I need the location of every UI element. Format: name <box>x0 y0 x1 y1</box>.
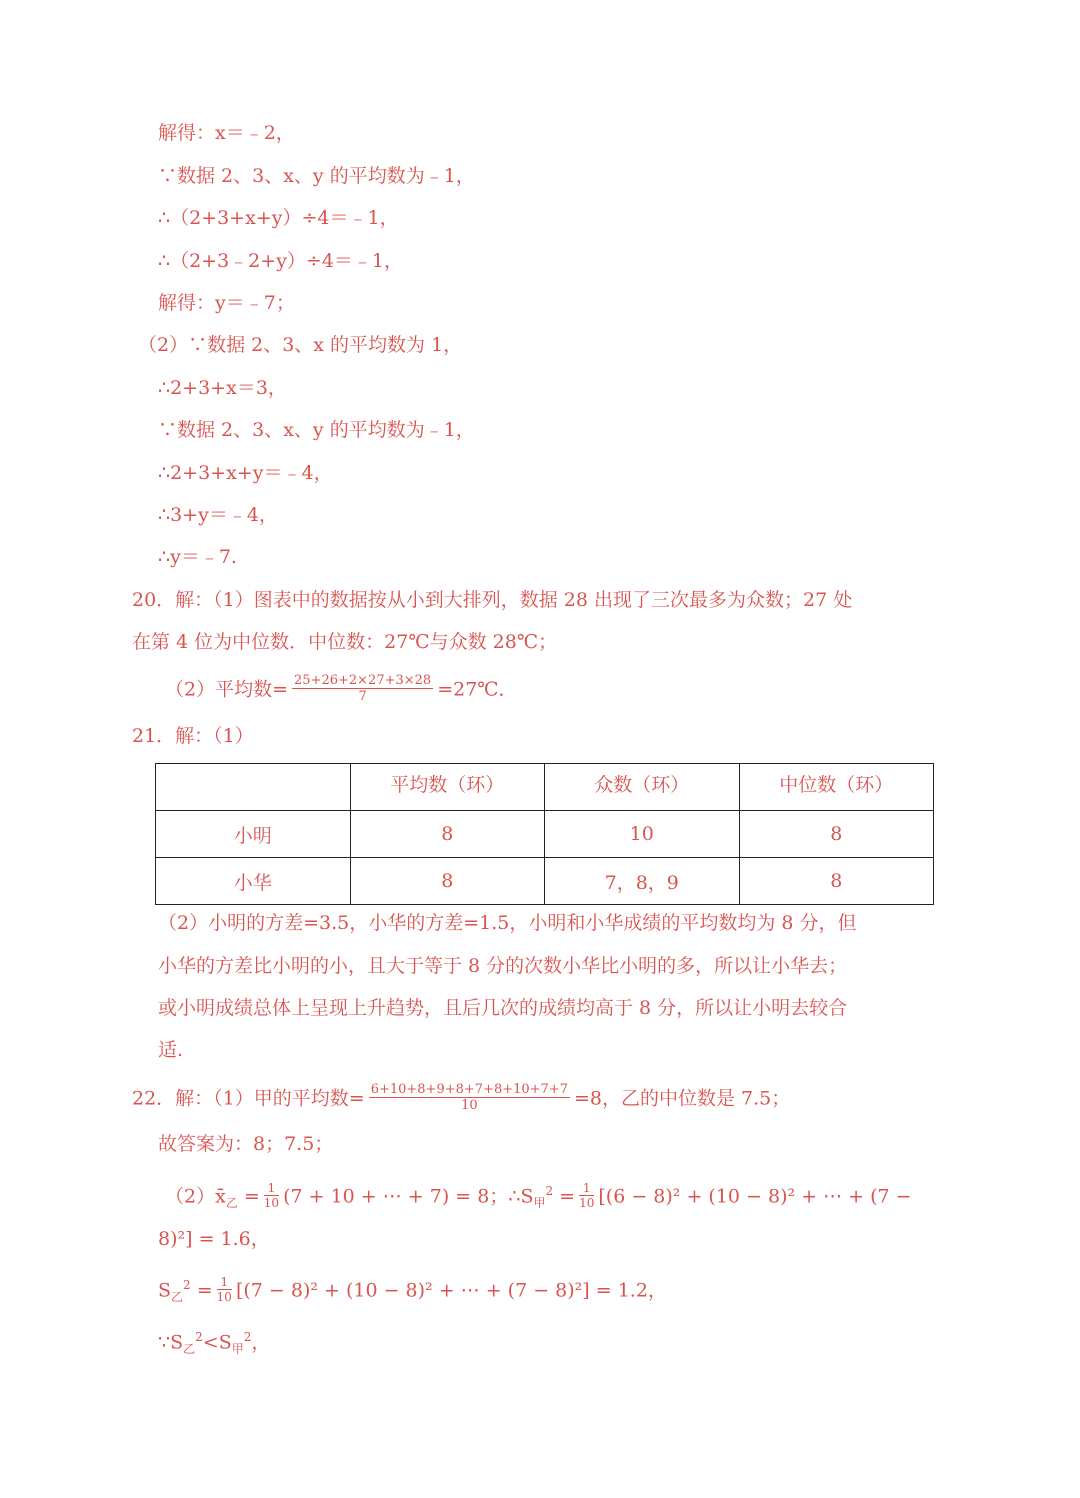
frac-den: 10 <box>216 1289 232 1304</box>
table-header-cell: 平均数（环） <box>350 764 545 811</box>
table-cell: 小华 <box>156 858 351 905</box>
q20-frac-numerator: 25+26+2×27+3×28 <box>294 673 432 688</box>
q20-part2 <box>165 675 518 706</box>
solution-line: ∴y＝﹣7. <box>158 546 237 568</box>
solution-line: ∴3+y＝﹣4， <box>158 504 278 526</box>
s-symbol: S <box>158 1279 172 1302</box>
q22-frac-numerator: 6+10+8+9+8+7+8+10+7+7 <box>370 1082 568 1097</box>
sub-jia: 甲 <box>533 1196 546 1211</box>
q22-variance-jia-cont: 8)²] = 1.6， <box>158 1228 270 1250</box>
stats-table <box>155 763 934 905</box>
q20-part2-suffix: =27℃． <box>437 678 518 701</box>
solution-line: ∴2+3+x＝3， <box>158 377 287 399</box>
square: 2 <box>195 1330 203 1344</box>
frac-num: 1 <box>582 1180 591 1195</box>
q20-part2-prefix: （2）平均数= <box>165 678 289 701</box>
equals: = <box>196 1279 213 1302</box>
mean-expression: (7 + 10 + ⋯ + 7) = 8；∴ <box>283 1185 521 1208</box>
q20-fraction <box>292 673 433 704</box>
q22-part2-label: （2） <box>165 1185 216 1208</box>
table-cell: 8 <box>739 811 934 858</box>
q22-suffix: =8，乙的中位数是 7.5； <box>573 1087 791 1110</box>
because-symbol: ∵ <box>158 1331 171 1354</box>
frac-num: 1 <box>267 1180 276 1195</box>
frac-num: 1 <box>220 1274 229 1289</box>
q22-comparison <box>158 1324 270 1362</box>
q20-line-1: 20．解：（1）图表中的数据按从小到大排列，数据 28 出现了三次最多为众数；27 处 <box>132 589 853 611</box>
s-symbol: S <box>170 1331 184 1354</box>
table-cell: 8 <box>739 858 934 905</box>
s-symbol: S <box>218 1331 232 1354</box>
table-header-cell: 众数（环） <box>545 764 740 811</box>
q21-para: 或小明成绩总体上呈现上升趋势，且后几次的成绩均高于 8 分，所以让小明去较合 <box>158 997 848 1019</box>
table-header-cell: 中位数（环） <box>739 764 934 811</box>
q21-heading: 21．解：（1） <box>132 725 254 747</box>
solution-line: ∵数据 2、3、x、y 的平均数为﹣1， <box>158 165 475 187</box>
variance-jia-expression: [(6 − 8)² + (10 − 8)² + ⋯ + (7 − <box>598 1185 912 1208</box>
sub-jia: 甲 <box>231 1342 244 1357</box>
table-cell: 小明 <box>156 811 351 858</box>
equals: = <box>559 1185 576 1208</box>
table-cell: 8 <box>350 858 545 905</box>
frac-den: 10 <box>579 1195 595 1210</box>
solution-line: 解得：y＝﹣7； <box>158 292 295 314</box>
q22-prefix: 22．解：（1）甲的平均数= <box>132 1087 365 1110</box>
sub-yi: 乙 <box>183 1342 196 1357</box>
q20-line-2: 在第 4 位为中位数．中位数：27℃与众数 28℃； <box>132 631 558 653</box>
solution-line: ∴2+3+x+y＝﹣4， <box>158 462 333 484</box>
table-cell: 10 <box>545 811 740 858</box>
q22-answer: 故答案为：8；7.5； <box>158 1133 334 1155</box>
comma: ， <box>251 1331 271 1354</box>
q21-para: （2）小明的方差=3.5，小华的方差=1.5，小明和小华成绩的平均数均为 8 分，但 <box>158 912 857 934</box>
q22-fraction <box>369 1082 570 1113</box>
table-header-row <box>156 764 934 811</box>
frac-den: 10 <box>263 1195 280 1210</box>
one-tenth-fraction <box>579 1181 594 1210</box>
square: 2 <box>243 1330 252 1344</box>
q20-frac-denominator: 7 <box>358 689 367 705</box>
solution-line: 解得：x＝﹣2， <box>158 122 295 144</box>
q22-mean-line <box>165 1178 912 1216</box>
table-header-cell <box>156 764 351 811</box>
square: 2 <box>545 1184 554 1198</box>
table-row <box>156 811 934 858</box>
variance-yi-expression: [(7 − 8)² + (10 − 8)² + ⋯ + (7 − 8)²] = 1.2， <box>235 1279 667 1302</box>
square: 2 <box>183 1278 191 1292</box>
q21-para: 小华的方差比小明的小，且大于等于 8 分的次数小华比小明的多，所以让小华去； <box>158 955 848 977</box>
q22-frac-denominator: 10 <box>461 1098 478 1114</box>
q21-para: 适. <box>158 1039 184 1061</box>
xbar-symbol: x̄ <box>215 1185 226 1208</box>
q22-part1 <box>132 1084 790 1115</box>
less-than: < <box>202 1331 219 1354</box>
solution-line: ∵数据 2、3、x、y 的平均数为﹣1， <box>158 419 475 441</box>
one-tenth-fraction <box>217 1275 232 1304</box>
sub-yi: 乙 <box>225 1196 238 1211</box>
table-cell: 8 <box>350 811 545 858</box>
solution-line: （2）∵数据 2、3、x 的平均数为 1， <box>138 334 463 356</box>
solution-line: ∴（2+3﹣2+y）÷4＝﹣1， <box>158 250 404 272</box>
table-cell: 7，8，9 <box>545 858 740 905</box>
s-symbol: S <box>520 1185 534 1208</box>
sub-yi: 乙 <box>171 1290 184 1305</box>
q22-variance-yi <box>158 1272 667 1310</box>
table-row <box>156 858 934 905</box>
equals: = <box>243 1185 260 1208</box>
solution-line: ∴（2+3+x+y）÷4＝﹣1， <box>158 207 399 229</box>
one-tenth-fraction <box>264 1181 279 1210</box>
